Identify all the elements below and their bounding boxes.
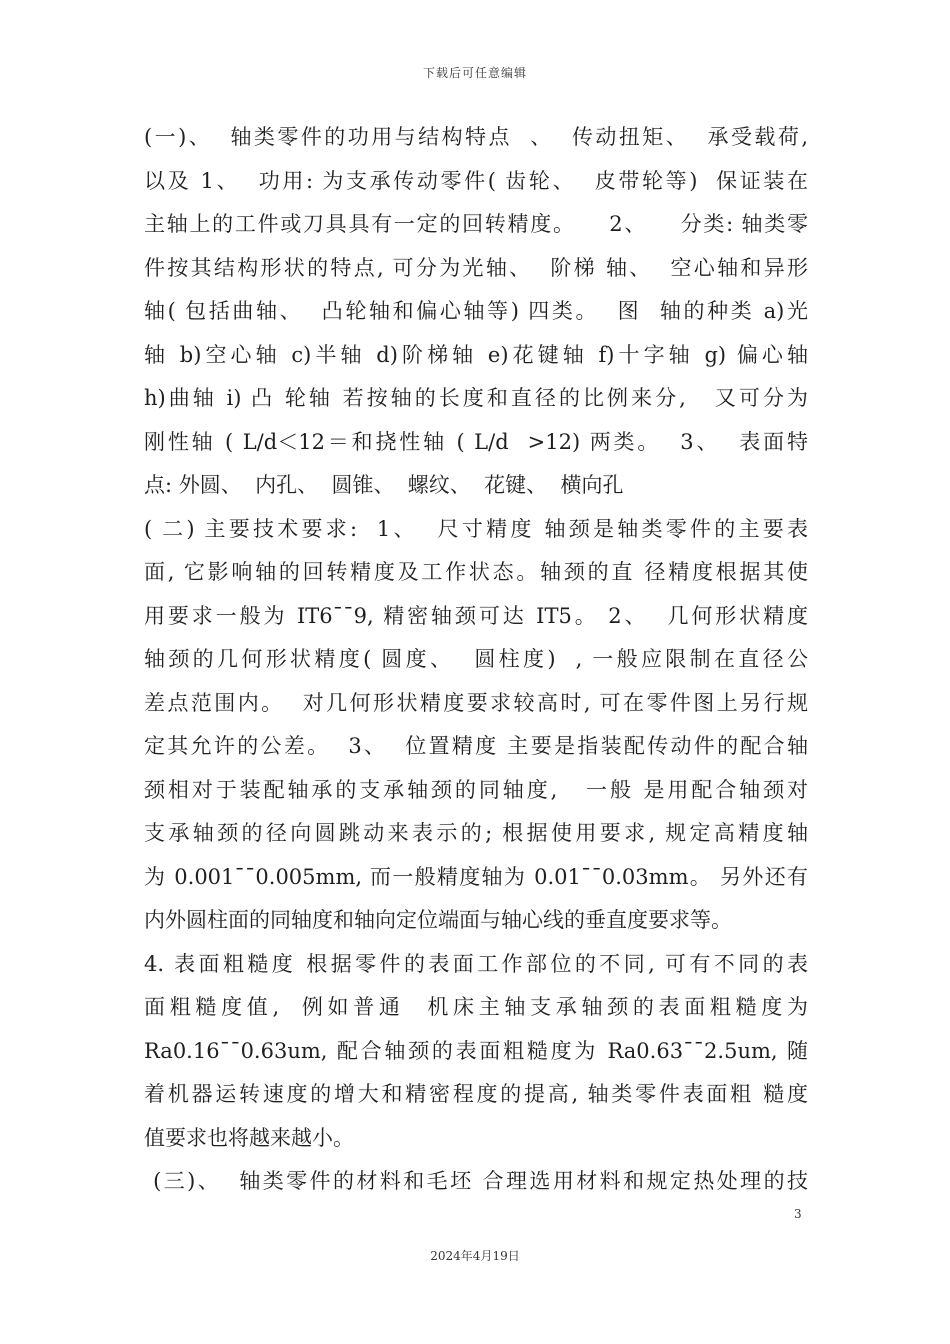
body-line: 轴颈的几何形状精度( 圆度、 圆柱度) , 一般应限制在直径公: [144, 647, 808, 671]
body-line: ( 二) 主要技术要求: 1、 尺寸精度 轴颈是轴类零件的主要表: [144, 516, 808, 541]
body-line: 轴( 包括曲轴、 凸轮轴和偏心轴等) 四类。 图 轴的种类 a)光: [144, 299, 808, 323]
body-line: 定其允许的公差。 3、 位置精度 主要是指装配传动件的配合轴: [144, 734, 808, 758]
body-line: 差点范围内。 对几何形状精度要求较高时, 可在零件图上另行规: [144, 690, 808, 715]
body-line: 4. 表面粗糙度 根据零件的表面工作部位的不同, 可有不同的表: [144, 951, 808, 976]
body-line: 轴 b)空心轴 c)半轴 d)阶梯轴 e)花键轴 f)十字轴 g) 偏心轴: [144, 342, 808, 367]
body-line: Ra0.16¯¯0.63um, 配合轴颈的表面粗糙度为 Ra0.63¯¯2.5um, 随: [144, 1038, 808, 1063]
body-line: 件按其结构形状的特点, 可分为光轴、 阶梯 轴、 空心轴和异形: [144, 255, 808, 280]
body-line: 着机器运转速度的增大和精密程度的提高, 轴类零件表面粗 糙度: [144, 1082, 808, 1106]
body-line: (三)、 轴类零件的材料和毛坯 合理选用材料和规定热处理的技: [144, 1169, 808, 1193]
body-line: 面, 它影响轴的回转精度及工作状态。轴颈的直 径精度根据其使: [144, 560, 808, 584]
page-number: 3: [794, 1207, 802, 1221]
body-line: 为 0.001¯¯0.005mm, 而一般精度轴为 0.01¯¯0.03mm。 另外还有: [144, 864, 808, 889]
body-line: 支承轴颈的径向圆跳动来表示的; 根据使用要求, 规定高精度轴: [144, 821, 808, 845]
body-line: (一)、 轴类零件的功用与结构特点 、 传动扭矩、 承受载荷,: [144, 125, 808, 149]
page-footer-date: 2024年4月19日: [430, 1249, 520, 1263]
body-line: 内外圆柱面的同轴度和轴向定位端面与轴心线的垂直度要求等。: [144, 908, 732, 932]
body-line: 点: 外圆、 内孔、 圆锥、 螺纹、 花键、 横向孔: [144, 473, 624, 497]
body-line: h)曲轴 i) 凸 轮轴 若按轴的长度和直径的比例来分, 又可分为: [144, 386, 808, 410]
body-line: 值要求也将越来越小。: [144, 1125, 354, 1150]
document-body: [144, 116, 808, 1204]
body-line: 刚性轴 ( L/d＜12＝和挠性轴 ( L/d >12) 两类。 3、 表面特: [144, 429, 808, 454]
body-line: 面粗糙度值, 例如普通 机床主轴支承轴颈的表面粗糙度为: [144, 995, 808, 1019]
body-line: 用要求一般为 IT6¯¯9, 精密轴颈可达 IT5。 2、 几何形状精度: [144, 603, 808, 628]
body-line: 以及 1、 功用: 为支承传动零件( 齿轮、 皮带轮等) 保证装在: [144, 168, 808, 193]
body-line: 主轴上的工件或刀具具有一定的回转精度。 2、 分类: 轴类零: [144, 212, 808, 236]
body-line: 颈相对于装配轴承的支承轴颈的同轴度, 一般 是用配合轴颈对: [144, 777, 808, 802]
page-header: 下载后可任意编辑: [422, 66, 527, 80]
